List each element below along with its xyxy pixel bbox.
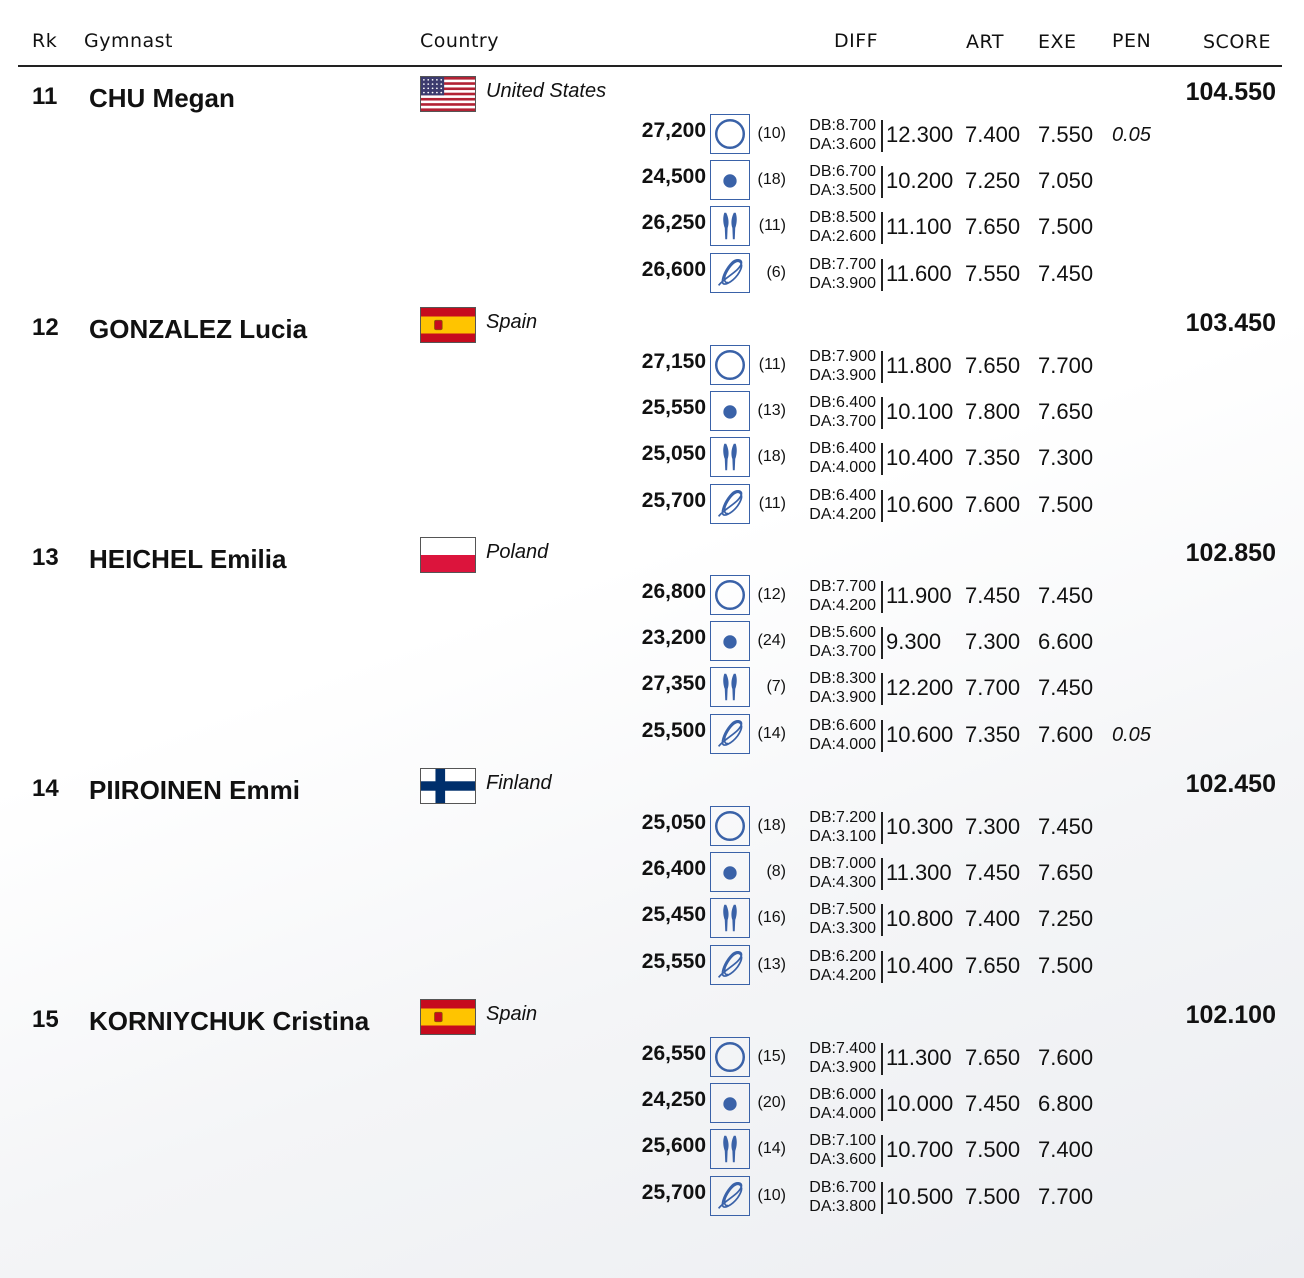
db-da-values	[800, 900, 876, 938]
exe-score: 7.700	[1038, 1184, 1094, 1209]
diff-score: 11.900	[886, 583, 952, 608]
poland-flag-icon	[420, 537, 476, 573]
header-score: SCORE	[1203, 31, 1271, 53]
apparatus-score: 25,550	[641, 950, 706, 973]
apparatus-score: 25,050	[641, 442, 706, 465]
divider	[881, 673, 883, 705]
db-value: DB:7.700	[809, 578, 876, 595]
diff-score: 10.700	[886, 1137, 954, 1162]
diff-score: 10.500	[886, 1184, 954, 1209]
apparatus-score: 26,400	[641, 857, 706, 880]
db-da-values	[800, 623, 876, 661]
finland-flag-icon	[420, 768, 476, 804]
apparatus-row-hoop	[0, 806, 1304, 852]
gymnast-rank: 14	[32, 775, 59, 802]
penalty: 0.05	[1112, 724, 1151, 746]
apparatus-score: 27,350	[641, 672, 706, 695]
exe-score: 7.500	[1038, 953, 1094, 978]
gymnast-name: KORNIYCHUK Cristina	[89, 1006, 370, 1036]
db-value: DB:8.300	[809, 670, 876, 687]
db-value: DB:8.500	[809, 209, 876, 226]
gymnast-total-score: 102.850	[1185, 539, 1276, 567]
gymnast-total-score: 102.100	[1185, 1001, 1276, 1029]
exe-score: 7.550	[1038, 122, 1094, 147]
header-art: ART	[966, 31, 1004, 53]
gymnast-rank: 13	[32, 544, 59, 571]
ribbon-icon	[710, 945, 750, 985]
art-score: 7.400	[965, 906, 1021, 931]
apparatus-row-ball	[0, 1083, 1304, 1129]
apparatus-row-ribbon	[0, 253, 1304, 299]
apparatus-score: 24,500	[641, 165, 706, 188]
clubs-icon	[710, 1129, 750, 1169]
db-value: DB:6.700	[809, 163, 876, 180]
header-gymnast: Gymnast	[84, 30, 174, 52]
db-da-values	[800, 393, 876, 431]
apparatus-row-ball	[0, 621, 1304, 667]
diff-score: 10.400	[886, 445, 954, 470]
db-da-values	[800, 486, 876, 524]
divider	[881, 904, 883, 936]
diff-score: 11.300	[886, 1045, 952, 1070]
diff-score: 10.600	[886, 722, 954, 747]
gymnast-rank: 15	[32, 1006, 59, 1033]
da-value: DA:2.600	[809, 228, 876, 245]
apparatus-rank: (10)	[757, 125, 786, 142]
db-da-values	[800, 439, 876, 477]
db-value: DB:7.100	[809, 1132, 876, 1149]
da-value: DA:3.700	[809, 643, 876, 660]
apparatus-score: 23,200	[641, 626, 706, 649]
gymnast-total-score: 103.450	[1185, 309, 1276, 337]
db-da-values	[800, 716, 876, 754]
db-value: DB:6.400	[809, 487, 876, 504]
diff-score: 10.600	[886, 492, 954, 517]
apparatus-rank: (14)	[757, 725, 786, 742]
exe-score: 7.450	[1038, 261, 1094, 286]
divider	[881, 1043, 883, 1075]
divider	[881, 812, 883, 844]
gymnast-name: GONZALEZ Lucia	[89, 314, 308, 344]
ball-icon	[710, 852, 750, 892]
divider	[881, 351, 883, 383]
art-score: 7.350	[965, 722, 1021, 747]
apparatus-rank: (18)	[757, 171, 786, 188]
header-exe: EXE	[1038, 31, 1077, 53]
gymnast-total-score: 102.450	[1185, 770, 1276, 798]
art-score: 7.650	[965, 214, 1021, 239]
divider	[881, 858, 883, 890]
apparatus-row-clubs	[0, 206, 1304, 252]
gymnast-name: CHU Megan	[89, 83, 235, 113]
da-value: DA:3.800	[809, 1198, 876, 1215]
hoop-icon	[710, 114, 750, 154]
exe-score: 7.450	[1038, 583, 1094, 608]
apparatus-rank: (15)	[757, 1048, 786, 1065]
art-score: 7.400	[965, 122, 1021, 147]
da-value: DA:3.900	[809, 367, 876, 384]
hoop-icon	[710, 345, 750, 385]
apparatus-rank: (24)	[757, 632, 786, 649]
db-value: DB:7.400	[809, 1040, 876, 1057]
apparatus-row-hoop	[0, 575, 1304, 621]
apparatus-score: 24,250	[641, 1088, 706, 1111]
art-score: 7.300	[965, 814, 1021, 839]
apparatus-rank: (11)	[758, 356, 786, 373]
divider	[881, 1135, 883, 1167]
ball-icon	[710, 391, 750, 431]
apparatus-row-clubs	[0, 437, 1304, 483]
apparatus-score: 25,600	[641, 1134, 706, 1157]
apparatus-rank: (11)	[758, 217, 786, 234]
db-value: DB:7.700	[809, 256, 876, 273]
apparatus-rank: (16)	[757, 909, 786, 926]
db-value: DB:7.200	[809, 809, 876, 826]
db-value: DB:6.400	[809, 440, 876, 457]
art-score: 7.650	[965, 1045, 1021, 1070]
apparatus-row-ball	[0, 160, 1304, 206]
art-score: 7.550	[965, 261, 1021, 286]
apparatus-rank: (13)	[757, 956, 786, 973]
apparatus-row-clubs	[0, 667, 1304, 713]
header-country: Country	[420, 30, 499, 52]
db-da-values	[800, 669, 876, 707]
da-value: DA:3.600	[809, 136, 876, 153]
header-diff: DIFF	[834, 30, 879, 52]
art-score: 7.300	[965, 629, 1021, 654]
da-value: DA:4.200	[809, 506, 876, 523]
apparatus-rank: (18)	[757, 448, 786, 465]
art-score: 7.650	[965, 353, 1021, 378]
apparatus-rank: (6)	[766, 264, 786, 281]
exe-score: 7.600	[1038, 1045, 1094, 1070]
divider	[881, 397, 883, 429]
da-value: DA:4.300	[809, 874, 876, 891]
diff-score: 9.300	[886, 629, 942, 654]
diff-score: 10.300	[886, 814, 954, 839]
divider	[881, 120, 883, 152]
da-value: DA:3.300	[809, 920, 876, 937]
apparatus-rank: (11)	[758, 495, 786, 512]
art-score: 7.350	[965, 445, 1021, 470]
apparatus-score: 25,500	[641, 719, 706, 742]
apparatus-score: 27,150	[641, 350, 706, 373]
da-value: DA:3.600	[809, 1151, 876, 1168]
exe-score: 7.650	[1038, 399, 1094, 424]
apparatus-row-clubs	[0, 898, 1304, 944]
db-da-values	[800, 577, 876, 615]
divider	[881, 166, 883, 198]
apparatus-score: 25,450	[641, 903, 706, 926]
db-da-values	[800, 1178, 876, 1216]
diff-score: 11.800	[886, 353, 952, 378]
da-value: DA:4.200	[809, 597, 876, 614]
header-rank: Rk	[32, 30, 58, 52]
apparatus-row-ribbon	[0, 714, 1304, 760]
da-value: DA:3.900	[809, 689, 876, 706]
art-score: 7.450	[965, 1091, 1021, 1116]
db-value: DB:6.200	[809, 948, 876, 965]
gymnast-row	[0, 531, 1304, 761]
gymnast-rank: 11	[32, 83, 58, 110]
hoop-icon	[710, 1037, 750, 1077]
da-value: DA:3.100	[809, 828, 876, 845]
apparatus-row-hoop	[0, 345, 1304, 391]
apparatus-score: 25,700	[641, 489, 706, 512]
ball-icon	[710, 621, 750, 661]
apparatus-row-clubs	[0, 1129, 1304, 1175]
db-da-values	[800, 347, 876, 385]
exe-score: 7.700	[1038, 353, 1094, 378]
exe-score: 7.450	[1038, 814, 1094, 839]
exe-score: 7.300	[1038, 445, 1094, 470]
db-value: DB:5.600	[809, 624, 876, 641]
gymnast-country: United States	[486, 80, 607, 102]
gymnast-country: Finland	[486, 772, 552, 794]
apparatus-row-ball	[0, 852, 1304, 898]
art-score: 7.450	[965, 583, 1021, 608]
art-score: 7.650	[965, 953, 1021, 978]
divider	[881, 1182, 883, 1214]
divider	[881, 259, 883, 291]
diff-score: 10.400	[886, 953, 954, 978]
apparatus-rank: (7)	[766, 678, 786, 695]
exe-score: 7.250	[1038, 906, 1094, 931]
gymnast-row	[0, 993, 1304, 1223]
art-score: 7.450	[965, 860, 1021, 885]
art-score: 7.250	[965, 168, 1021, 193]
db-value: DB:8.700	[809, 117, 876, 134]
gymnast-name: HEICHEL Emilia	[89, 544, 287, 574]
apparatus-rank: (10)	[757, 1187, 786, 1204]
db-da-values	[800, 808, 876, 846]
apparatus-row-hoop	[0, 1037, 1304, 1083]
diff-score: 12.200	[886, 675, 954, 700]
exe-score: 7.450	[1038, 675, 1094, 700]
exe-score: 7.650	[1038, 860, 1094, 885]
divider	[881, 720, 883, 752]
apparatus-score: 25,550	[641, 396, 706, 419]
apparatus-rank: (8)	[766, 863, 786, 880]
db-value: DB:6.400	[809, 394, 876, 411]
db-da-values	[800, 116, 876, 154]
db-da-values	[800, 1131, 876, 1169]
db-da-values	[800, 1085, 876, 1123]
da-value: DA:3.700	[809, 413, 876, 430]
apparatus-score: 26,550	[641, 1042, 706, 1065]
gymnast-total-score: 104.550	[1185, 78, 1276, 106]
exe-score: 7.050	[1038, 168, 1094, 193]
diff-score: 12.300	[886, 122, 954, 147]
apparatus-rank: (18)	[757, 817, 786, 834]
db-value: DB:7.500	[809, 901, 876, 918]
apparatus-row-ribbon	[0, 945, 1304, 991]
da-value: DA:3.900	[809, 275, 876, 292]
apparatus-row-ribbon	[0, 484, 1304, 530]
db-da-values	[800, 1039, 876, 1077]
db-da-values	[800, 208, 876, 246]
db-value: DB:6.700	[809, 1179, 876, 1196]
gymnast-name: PIIROINEN Emmi	[89, 775, 300, 805]
gymnast-row	[0, 762, 1304, 992]
exe-score: 7.400	[1038, 1137, 1094, 1162]
apparatus-score: 26,250	[641, 211, 706, 234]
gymnast-country: Spain	[486, 1003, 538, 1025]
divider	[881, 1089, 883, 1121]
ribbon-icon	[710, 253, 750, 293]
apparatus-rank: (13)	[757, 402, 786, 419]
art-score: 7.500	[965, 1184, 1021, 1209]
clubs-icon	[710, 898, 750, 938]
divider	[881, 951, 883, 983]
ball-icon	[710, 1083, 750, 1123]
da-value: DA:3.500	[809, 182, 876, 199]
diff-score: 11.300	[886, 860, 952, 885]
db-value: DB:6.600	[809, 717, 876, 734]
da-value: DA:4.000	[809, 736, 876, 753]
apparatus-score: 26,800	[641, 580, 706, 603]
divider	[881, 627, 883, 659]
diff-score: 11.600	[886, 261, 952, 286]
gymnast-row	[0, 301, 1304, 531]
exe-score: 6.600	[1038, 629, 1094, 654]
db-da-values	[800, 162, 876, 200]
exe-score: 6.800	[1038, 1091, 1094, 1116]
da-value: DA:4.200	[809, 967, 876, 984]
da-value: DA:4.000	[809, 1105, 876, 1122]
diff-score: 10.800	[886, 906, 954, 931]
gymnast-country: Poland	[486, 541, 549, 563]
ribbon-icon	[710, 714, 750, 754]
diff-score: 11.100	[886, 214, 952, 239]
apparatus-score: 26,600	[641, 258, 706, 281]
gymnast-row	[0, 70, 1304, 300]
divider	[881, 443, 883, 475]
apparatus-score: 27,200	[641, 119, 706, 142]
ribbon-icon	[710, 484, 750, 524]
apparatus-score: 25,050	[641, 811, 706, 834]
art-score: 7.600	[965, 492, 1021, 517]
db-da-values	[800, 854, 876, 892]
hoop-icon	[710, 806, 750, 846]
us-flag-icon	[420, 76, 476, 112]
db-value: DB:7.000	[809, 855, 876, 872]
art-score: 7.800	[965, 399, 1021, 424]
apparatus-row-hoop	[0, 114, 1304, 160]
apparatus-rank: (12)	[757, 586, 786, 603]
ball-icon	[710, 160, 750, 200]
apparatus-score: 25,700	[641, 1181, 706, 1204]
art-score: 7.500	[965, 1137, 1021, 1162]
da-value: DA:3.900	[809, 1059, 876, 1076]
ribbon-icon	[710, 1176, 750, 1216]
clubs-icon	[710, 206, 750, 246]
divider	[881, 581, 883, 613]
spain-flag-icon	[420, 307, 476, 343]
apparatus-rank: (20)	[757, 1094, 786, 1111]
db-da-values	[800, 255, 876, 293]
diff-score: 10.200	[886, 168, 954, 193]
diff-score: 10.100	[886, 399, 954, 424]
da-value: DA:4.000	[809, 459, 876, 476]
db-value: DB:6.000	[809, 1086, 876, 1103]
apparatus-row-ribbon	[0, 1176, 1304, 1222]
apparatus-rank: (14)	[757, 1140, 786, 1157]
clubs-icon	[710, 667, 750, 707]
exe-score: 7.500	[1038, 214, 1094, 239]
art-score: 7.700	[965, 675, 1021, 700]
exe-score: 7.600	[1038, 722, 1094, 747]
spain-flag-icon	[420, 999, 476, 1035]
diff-score: 10.000	[886, 1091, 954, 1116]
db-value: DB:7.900	[809, 348, 876, 365]
penalty: 0.05	[1112, 124, 1151, 146]
gymnast-country: Spain	[486, 311, 538, 333]
hoop-icon	[710, 575, 750, 615]
exe-score: 7.500	[1038, 492, 1094, 517]
divider	[881, 490, 883, 522]
divider	[881, 212, 883, 244]
header-pen: PEN	[1112, 30, 1152, 52]
clubs-icon	[710, 437, 750, 477]
db-da-values	[800, 947, 876, 985]
gymnast-rank: 12	[32, 314, 59, 341]
apparatus-row-ball	[0, 391, 1304, 437]
